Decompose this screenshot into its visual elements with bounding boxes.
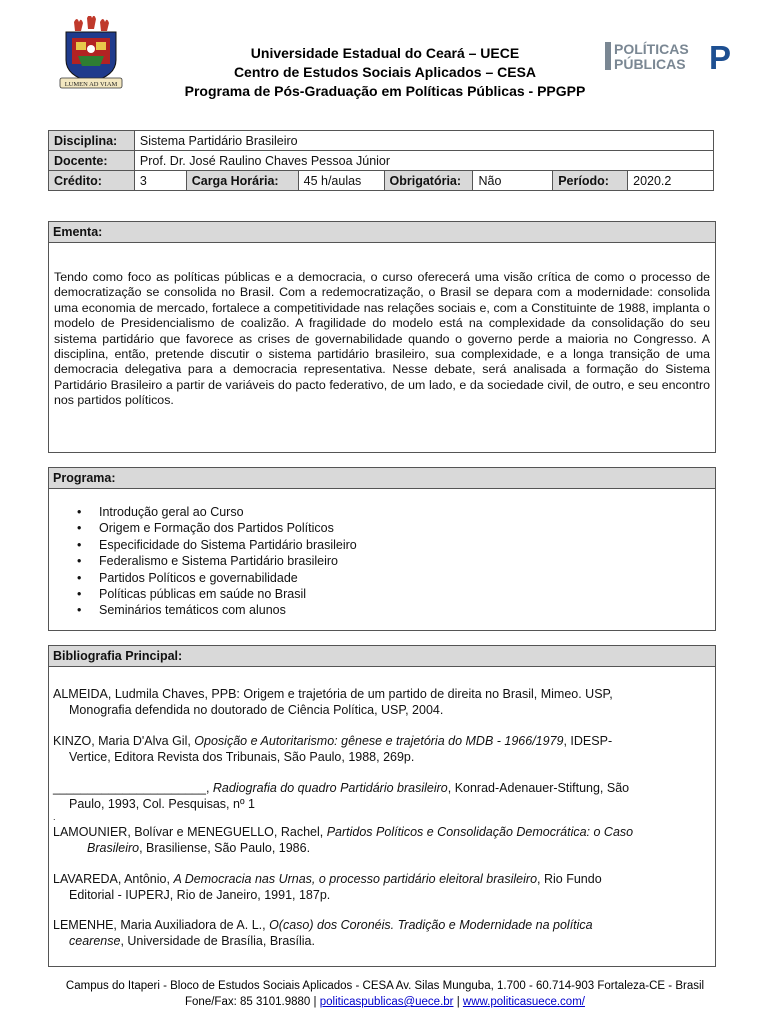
- politicas-publicas-logo: [605, 40, 745, 72]
- disciplina-value: Sistema Partidário Brasileiro: [134, 131, 713, 151]
- svg-text:P: P: [709, 40, 732, 72]
- reference-item: ALMEIDA, Ludmila Chaves, PPB: Origem e trajetória de um partido de direita no Brasil, Mimeo. USP, Monografia defendida no doutorado de Ciência Política, USP, 2004.: [53, 687, 613, 717]
- carga-horaria-label: Carga Horária:: [186, 171, 298, 191]
- reference-item: LEMENHE, Maria Auxiliadora de A. L., O(caso) dos Coronéis. Tradição e Modernidade na política cearense, Universidade de Brasília, Brasília.: [53, 918, 593, 948]
- list-item: • Introdução geral ao Curso: [71, 504, 357, 520]
- list-item: • Origem e Formação dos Partidos Políticos: [71, 520, 357, 536]
- website-link[interactable]: www.politicasuece.com/: [462, 996, 585, 1008]
- ementa-section: [48, 221, 716, 453]
- programa-section: [48, 467, 716, 631]
- docente-value: Prof. Dr. José Raulino Chaves Pessoa Júnior: [134, 151, 713, 171]
- bibliografia-title: Bibliografia Principal:: [49, 646, 715, 667]
- reference-item: LAMOUNIER, Bolívar e MENEGUELLO, Rachel, Partidos Políticos e Consolidação Democrática: o Caso Brasileiro, Brasiliense, São Paulo, 1986.: [53, 825, 634, 855]
- credito-value: 3: [134, 171, 186, 191]
- course-info-table: [48, 130, 714, 191]
- bibliografia-section: [48, 645, 716, 967]
- reference-item: LAVAREDA, Antônio, A Democracia nas Urnas, o processo partidário eleitoral brasileiro, Rio Fundo Editorial - IUPERJ, Rio de Janeiro, 1991, 187p.: [53, 872, 602, 902]
- footer-address: Campus do Itaperi - Bloco de Estudos Sociais Aplicados - CESA Av. Silas Munguba, 1.700 - 60.714-903 Fortaleza-CE - Brasil: [65, 980, 705, 992]
- crest-motto: LUMEN AD VIAM: [64, 81, 118, 88]
- ementa-text: Tendo como foco as políticas públicas e a democracia, o curso oferecerá uma visão crítica de como o processo de democratização se consolida no Brasil. Com a redemocratização, o Brasil se depara com a modernidade: consolida uma economia de mercado, fortalece a competitividade nas relações sociais e, com a Constituinte de 1988, implanta o modelo de Presidencialismo de coalizão. A fragilidade do modelo está na complexidade da consolidação do seu sistema partidário que favorece as crises de governabilidade quando o governo perde a maioria no Congresso. A disciplina, então, pretende discutir o sistema partidário brasileiro, sua complexidade, e a longa transição de uma democracia delegativa para a democracia representativa. Nesse debate, será analisada a formação do Sistema Partidário Brasileiro a partir de variáveis do pacto federativo, de um lado, e da sociedade civil, de outro, e seu encontro nos partidos políticos.: [54, 270, 710, 408]
- svg-text:POLÍTICAS: POLÍTICAS: [614, 41, 689, 57]
- reference-item: ______________________, Radiografia do quadro Partidário brasileiro, Konrad-Adenauer-Stiftung, São Paulo, 1993, Col. Pesquisas, nº 1: [53, 781, 630, 811]
- carga-horaria-value: 45 h/aulas: [298, 171, 384, 191]
- university-crest-logo: [56, 16, 126, 94]
- programa-list: [71, 504, 357, 619]
- program-name: Programa de Pós-Graduação em Políticas Públicas - PPGPP: [184, 83, 586, 99]
- stray-dot: .: [53, 812, 56, 822]
- obrigatoria-label: Obrigatória:: [384, 171, 473, 191]
- document-header: [120, 44, 650, 101]
- periodo-value: 2020.2: [628, 171, 714, 191]
- list-item: • Seminários temáticos com alunos: [71, 602, 357, 618]
- list-item: • Partidos Políticos e governabilidade: [71, 570, 357, 586]
- center-name: Centro de Estudos Sociais Aplicados – CESA: [233, 64, 537, 80]
- docente-label: Docente:: [49, 151, 135, 171]
- periodo-label: Período:: [553, 171, 628, 191]
- list-item: • Federalismo e Sistema Partidário brasileiro: [71, 553, 357, 569]
- obrigatoria-value: Não: [473, 171, 553, 191]
- svg-text:PÚBLICAS: PÚBLICAS: [614, 56, 686, 72]
- programa-title: Programa:: [49, 468, 715, 489]
- disciplina-label: Disciplina:: [49, 131, 135, 151]
- footer-contact: Fone/Fax: 85 3101.9880 | politicaspublicas@uece.br | www.politicasuece.com/: [185, 996, 585, 1008]
- page-footer: [20, 978, 750, 1010]
- list-item: • Políticas públicas em saúde no Brasil: [71, 586, 357, 602]
- email-link[interactable]: politicaspublicas@uece.br: [319, 996, 454, 1008]
- reference-item: KINZO, Maria D'Alva Gil, Oposição e Autoritarismo: gênese e trajetória do MDB - 1966/1979, IDESP- Vertice, Editora Revista dos Tribunais, São Paulo, 1988, 269p.: [53, 734, 613, 764]
- credito-label: Crédito:: [49, 171, 135, 191]
- ementa-title: Ementa:: [49, 222, 715, 243]
- list-item: • Especificidade do Sistema Partidário brasileiro: [71, 537, 357, 553]
- university-name: Universidade Estadual do Ceará – UECE: [250, 45, 520, 61]
